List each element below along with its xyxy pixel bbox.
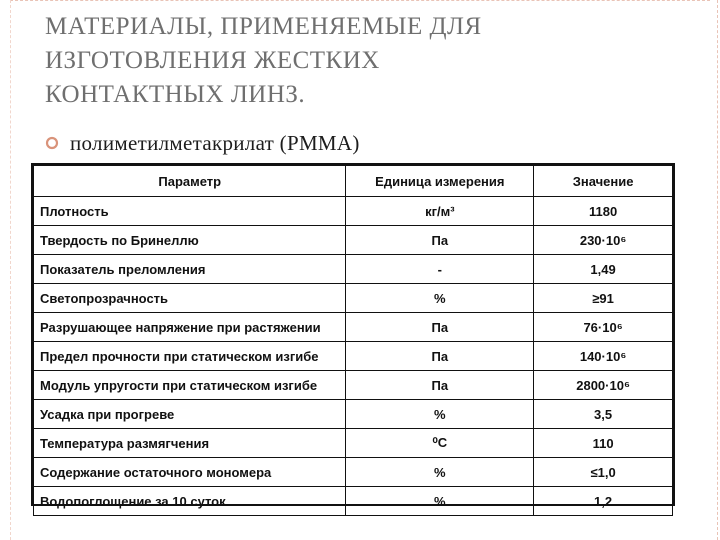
header-parameter: Параметр <box>34 166 346 197</box>
row-parameter: Плотность <box>34 197 346 226</box>
title-line-2: ИЗГОТОВЛЕНИЯ ЖЕСТКИХ <box>45 47 380 74</box>
row-unit: % <box>346 487 534 516</box>
row-value: 2800·10⁶ <box>534 371 673 400</box>
row-parameter: Модуль упругости при статическом изгибе <box>34 371 346 400</box>
row-parameter: Показатель преломления <box>34 255 346 284</box>
slide-title <box>45 10 645 112</box>
row-unit: Па <box>346 313 534 342</box>
table-row <box>34 342 673 371</box>
row-value: 140·10⁶ <box>534 342 673 371</box>
properties-table-frame <box>31 163 675 509</box>
row-unit: Па <box>346 226 534 255</box>
slide-border-top <box>10 0 710 1</box>
slide-border-left <box>10 0 11 540</box>
bullet-icon <box>45 136 59 150</box>
row-value: 110 <box>534 429 673 458</box>
row-value: ≥91 <box>534 284 673 313</box>
table-row <box>34 255 673 284</box>
row-unit: ⁰С <box>346 429 534 458</box>
row-parameter: Светопрозрачность <box>34 284 346 313</box>
title-line-1: МАТЕРИАЛЫ, ПРИМЕНЯЕМЫЕ ДЛЯ <box>45 13 482 40</box>
row-parameter: Разрушающее напряжение при растяжении <box>34 313 346 342</box>
row-parameter: Усадка при прогреве <box>34 400 346 429</box>
row-value: ≤1,0 <box>534 458 673 487</box>
table-row <box>34 226 673 255</box>
row-unit: % <box>346 458 534 487</box>
header-unit: Единица измерения <box>346 166 534 197</box>
row-value: 76·10⁶ <box>534 313 673 342</box>
row-unit: % <box>346 284 534 313</box>
row-unit: - <box>346 255 534 284</box>
table-header-row <box>34 166 673 197</box>
row-value: 230·10⁶ <box>534 226 673 255</box>
row-parameter: Твердость по Бринеллю <box>34 226 346 255</box>
row-parameter: Температура размягчения <box>34 429 346 458</box>
header-value: Значение <box>534 166 673 197</box>
row-parameter: Водопоглощение за 10 суток <box>34 487 346 516</box>
table-row <box>34 371 673 400</box>
table-row <box>34 400 673 429</box>
row-unit: % <box>346 400 534 429</box>
row-value: 1180 <box>534 197 673 226</box>
slide-border-right <box>717 0 718 540</box>
title-line-3: КОНТАКТНЫХ ЛИНЗ. <box>45 81 306 108</box>
bullet-item <box>45 128 360 158</box>
row-value: 1,2 <box>534 487 673 516</box>
table-row <box>34 197 673 226</box>
table-row <box>34 487 673 516</box>
bullet-text: полиметилметакрилат (PMMA) <box>70 130 360 155</box>
table-row <box>34 284 673 313</box>
table-row <box>34 458 673 487</box>
row-unit: Па <box>346 371 534 400</box>
properties-table <box>33 165 673 516</box>
table-row <box>34 313 673 342</box>
row-value: 3,5 <box>534 400 673 429</box>
row-unit: Па <box>346 342 534 371</box>
table-row <box>34 429 673 458</box>
row-value: 1,49 <box>534 255 673 284</box>
row-unit: кг/м³ <box>346 197 534 226</box>
row-parameter: Содержание остаточного мономера <box>34 458 346 487</box>
row-parameter: Предел прочности при статическом изгибе <box>34 342 346 371</box>
